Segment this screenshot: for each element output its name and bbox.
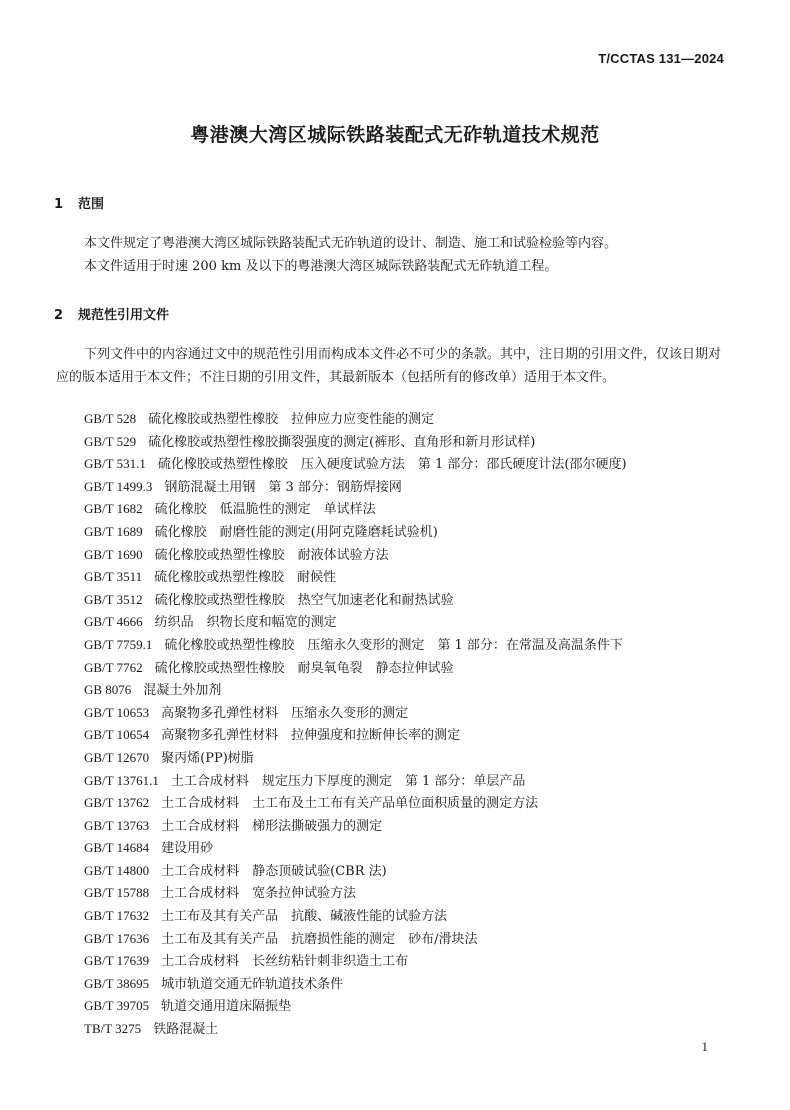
scope-paragraph-2: 本文件适用于时速 200 km 及以下的粤港澳大湾区城际铁路装配式无砟轨道工程。 [84,259,558,274]
reference-item [84,837,627,860]
reference-title: 土工合成材料 梯形法撕破强力的测定 [161,818,383,834]
section-number: 2 [54,308,64,323]
section-title: 规范性引用文件 [78,308,170,323]
reference-title: 混凝土外加剂 [143,683,222,699]
reference-item [84,950,627,973]
reference-code: GB/T 13763 [84,817,150,833]
reference-title: 硫化橡胶或热塑性橡胶 压入硬度试验方法 第 1 部分：邵氏硬度计法(邵尔硬度) [157,457,627,473]
reference-item [84,498,627,521]
reference-code: GB 8076 [84,682,132,698]
reference-code: GB/T 529 [84,433,137,449]
document-title: 粤港澳大湾区城际铁路装配式无砟轨道技术规范 [190,124,600,146]
reference-title: 硫化橡胶或热塑性橡胶 耐液体试验方法 [154,547,389,563]
reference-code: GB/T 7759.1 [84,636,153,652]
reference-code: GB/T 1499.3 [84,478,153,494]
reference-item [84,521,627,544]
standard-code: T/CCTAS 131—2024 [598,51,724,66]
reference-code: GB/T 7762 [84,659,143,675]
reference-item [84,679,627,702]
reference-code: TB/T 3275 [84,1021,142,1037]
reference-title: 聚丙烯(PP)树脂 [161,750,254,766]
reference-title: 土工合成材料 长丝纺粘针刺非织造土工布 [161,954,409,970]
reference-code: GB/T 531.1 [84,456,146,472]
reference-item [84,431,627,454]
reference-title: 土工布及其有关产品 抗酸、碱液性能的试验方法 [161,909,448,925]
reference-item [84,973,627,996]
reference-item [84,770,627,793]
reference-item [84,408,627,431]
reference-code: GB/T 38695 [84,975,150,991]
reference-code: GB/T 10653 [84,704,150,720]
reference-item [84,928,627,951]
reference-title: 轨道交通用道床隔振垫 [161,999,292,1015]
reference-code: GB/T 13762 [84,795,150,811]
page-number: 1 [701,1039,708,1054]
reference-code: GB/T 14800 [84,862,150,878]
reference-item [84,453,627,476]
reference-item [84,611,627,634]
reference-title: 土工合成材料 宽条拉伸试验方法 [161,886,357,902]
reference-code: GB/T 12670 [84,749,150,765]
reference-title: 土工合成材料 静态顶破试验(CBR 法) [161,863,387,879]
reference-title: 土工合成材料 土工布及土工布有关产品单位面积质量的测定方法 [161,796,539,812]
reference-code: GB/T 15788 [84,885,150,901]
reference-title: 硫化橡胶 耐磨性能的测定(用阿克隆磨耗试验机) [154,524,438,540]
reference-item [84,566,627,589]
reference-item [84,476,627,499]
reference-item [84,657,627,680]
reference-title: 土工合成材料 规定压力下厚度的测定 第 1 部分：单层产品 [170,773,526,789]
reference-item [84,544,627,567]
reference-code: GB/T 1690 [84,546,143,562]
reference-code: GB/T 17639 [84,953,150,969]
reference-item [84,702,627,725]
reference-title: 硫化橡胶或热塑性橡胶撕裂强度的测定(裤形、直角形和新月形试样) [148,434,536,450]
reference-code: GB/T 17632 [84,908,150,924]
reference-item [84,792,627,815]
reference-item [84,882,627,905]
reference-item [84,995,627,1018]
reference-code: GB/T 17636 [84,930,150,946]
reference-title: 高聚物多孔弹性材料 拉伸强度和拉断伸长率的测定 [161,728,461,744]
reference-code: GB/T 13761.1 [84,772,159,788]
reference-title: 纺织品 织物长度和幅宽的测定 [154,615,337,631]
reference-title: 钢筋混凝土用钢 第 3 部分：钢筋焊接网 [164,479,402,495]
section-title: 范围 [78,197,105,212]
reference-title: 硫化橡胶或热塑性橡胶 耐臭氧龟裂 静态拉伸试验 [154,660,454,676]
reference-code: GB/T 528 [84,411,137,426]
reference-title: 硫化橡胶或热塑性橡胶 热空气加速老化和耐热试验 [154,592,454,608]
reference-item [84,747,627,770]
reference-list [84,408,627,1041]
reference-code: GB/T 10654 [84,727,150,743]
reference-title: 硫化橡胶或热塑性橡胶 压缩永久变形的测定 第 1 部分：在常温及高温条件下 [164,637,623,653]
reference-title: 硫化橡胶 低温脆性的测定 单试样法 [154,502,376,518]
reference-item [84,905,627,928]
reference-title: 高聚物多孔弹性材料 压缩永久变形的测定 [161,705,409,721]
scope-paragraph-1: 本文件规定了粤港澳大湾区城际铁路装配式无砟轨道的设计、制造、施工和试验检验等内容。 [84,236,618,251]
reference-code: GB/T 14684 [84,840,150,856]
reference-code: GB/T 4666 [84,614,143,630]
reference-item [84,860,627,883]
section-heading-references [54,304,169,323]
reference-title: 铁路混凝土 [153,1022,219,1038]
reference-title: 土工布及其有关产品 抗磨损性能的测定 砂布/滑块法 [161,931,478,947]
reference-code: GB/T 1682 [84,501,143,517]
reference-title: 硫化橡胶或热塑性橡胶 耐候性 [154,570,337,586]
section-number: 1 [54,197,64,212]
reference-item [84,815,627,838]
reference-title: 建设用砂 [161,841,214,857]
reference-item [84,724,627,747]
reference-code: GB/T 3511 [84,569,143,585]
reference-title: 城市轨道交通无砟轨道技术条件 [161,976,344,992]
reference-code: GB/T 1689 [84,523,143,539]
reference-code: GB/T 3512 [84,591,143,607]
reference-title: 硫化橡胶或热塑性橡胶 拉伸应力应变性能的测定 [148,412,435,427]
references-intro: 下列文件中的内容通过文中的规范性引用而构成本文件必不可少的条款。其中，注日期的引用文件，仅该日期对应的版本适用于本文件；不注日期的引用文件，其最新版本（包括所有的修改单）适用于本文件。 [56,347,722,385]
reference-item [84,634,627,657]
reference-item [84,1018,627,1041]
reference-code: GB/T 39705 [84,998,150,1014]
reference-item [84,589,627,612]
section-heading-scope [54,193,104,212]
